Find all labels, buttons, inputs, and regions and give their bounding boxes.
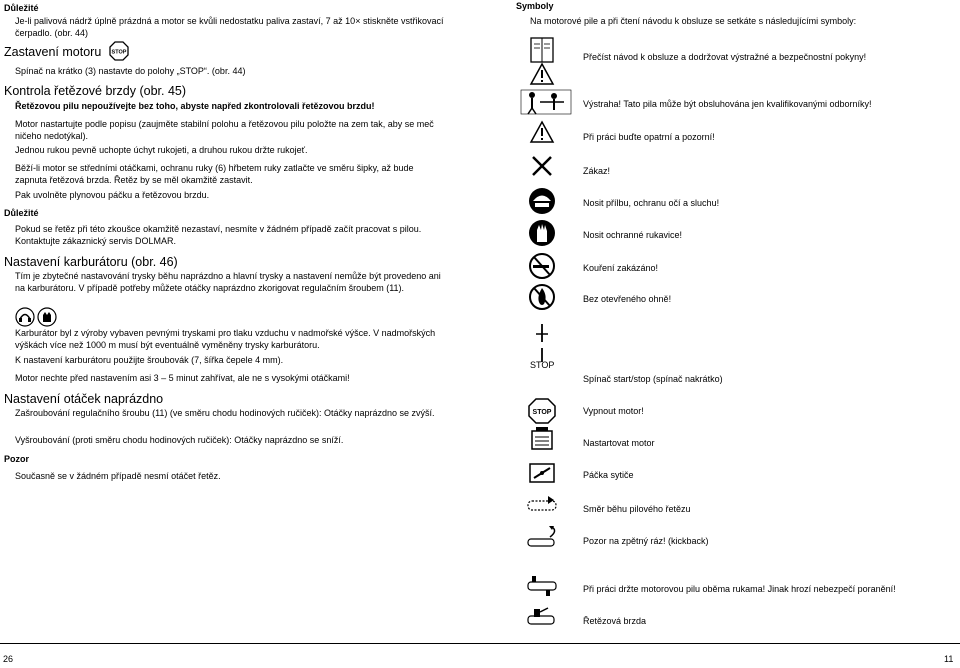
brake-warning: Řetězovou pilu nepoužívejte bez toho, abyste napřed zkontrolovali řetězovou brzdu! [15,101,375,111]
brake-check-title: Kontrola řetězové brzdy (obr. 45) [4,84,187,98]
symbol-label-careful: Při práci buďte opatrní a pozorní! [583,132,715,142]
stop-engine-title: Zastavení motoru [4,45,102,59]
important-text-2: Pokud se řetěz při této zkoušce okamžitě nezastaví, nesmíte v žádném případě začít pracovat s pilou. Kontaktujte zákaznický servis DOLMAR. [15,224,422,246]
brake-paragraph-1: Motor nastartujte podle popisu (zaujměte stabilní polohu a řetězovou pilu položte na zem tak, aby se meč ničeho nedotýkal). [15,119,434,141]
symbol-label-kickback: Pozor na zpětný ráz! (kickback) [583,536,709,546]
symbol-label-no-smoking: Kouření zakázáno! [583,263,659,273]
symbol-label-stop: Vypnout motor! [583,406,644,416]
stop-icon [522,398,562,424]
caution-title: Pozor [4,454,30,464]
symbols-title: Symboly [516,1,554,11]
two-hands-icon [522,570,562,600]
kickback-icon [522,525,562,555]
important-text-1: Je-li palivová nádrž úplně prázdná a motor se kvůli nedostatku paliva zastaví, 7 až 10× stiskněte vstřikovací čerpadlo. (obr. 44) [15,16,444,38]
symbol-label-switch: Spínač start/stop (spínač nakrátko) [583,374,723,384]
footer-rule [0,643,960,644]
prohibited-icon [522,154,562,178]
warning-triangle-icon-1 [522,62,562,86]
no-smoking-icon [522,251,562,281]
chain-brake-icon [522,604,562,634]
symbol-label-chain-brake: Řetězová brzda [583,616,647,626]
carburetor-paragraph-1: Tím je zbytečné nastavování trysky běhu naprázdno a hlavní trysky a nastavení nemůže být provedeno ani na karburátoru. V případě potřeby můžete otáčky naprázdno zkorigovat regulačním šroubem (11). [15,271,441,293]
brake-paragraph-4: Pak uvolněte plynovou páčku a řetězovou brzdu. [15,190,210,200]
chain-direction-icon [522,492,562,518]
carburetor-paragraph-2: Karburátor byl z výroby vybaven pevnými tryskami pro tlaku vzduchu v nadmořské výšce. V nadmořských výškách více než 1000 m musí být eventuálně vyměněny trysky karburátoru. [15,328,436,350]
carburetor-title: Nastavení karburátoru (obr. 46) [4,255,178,269]
stop-sign-text: STOP [111,49,127,56]
start-engine-icon [522,425,562,455]
important-title-2: Důležité [4,208,39,218]
qualified-person-icon [520,88,572,116]
switch-icon [522,322,562,364]
gloves-icon [522,218,562,248]
important-title-1: Důležité [4,3,39,13]
symbol-label-prohibited: Zákaz! [583,166,611,176]
symbol-label-read-manual: Přečíst návod k obsluze a dodržovat výstražné a bezpečnostní pokyny! [583,52,867,62]
idle-speed-title: Nastavení otáček naprázdno [4,392,164,406]
symbol-label-gloves: Nosit ochranné rukavice! [583,230,683,240]
carburetor-paragraph-3: K nastavení karburátoru použijte šroubovák (7, šířka čepele 4 mm). [15,355,284,365]
idle-paragraph-2: Vyšroubování (proti směru chodu hodinových ručiček): Otáčky naprázdno se sníží. [15,435,344,445]
idle-paragraph-1: Zašroubování regulačního šroubu (11) (ve směru chodu hodinových ručiček): Otáčky naprázdno se zvýší. [15,408,435,418]
symbol-label-qualified: Výstraha! Tato pila může být obsluhována jen kvalifikovanými odborníky! [583,99,872,109]
symbol-label-choke: Páčka sytiče [583,470,634,480]
helmet-protection-icon [522,186,562,216]
ear-eye-protection-icon [15,307,59,327]
symbol-label-no-fire: Bez otevřeného ohně! [583,294,672,304]
switch-stop-text: STOP [530,360,555,370]
choke-icon [522,458,562,488]
symbol-label-helmet: Nosit přílbu, ochranu očí a sluchu! [583,198,720,208]
caution-text: Současně se v žádném případě nesmí otáčet řetěz. [15,471,221,481]
carburetor-paragraph-4: Motor nechte před nastavením asi 3 – 5 minut zahřívat, ale ne s vysokými otáčkami! [15,373,350,383]
brake-paragraph-2: Jednou rukou pevně uchopte úchyt rukojeti, a druhou rukou držte rukojeť. [15,145,308,155]
symbol-label-start: Nastartovat motor [583,438,655,448]
page-number-left: 26 [3,654,14,664]
stop-icon-text: STOP [532,409,552,416]
stop-engine-text: Spínač na krátko (3) nastavte do polohy „STOP“. (obr. 44) [15,66,246,76]
symbols-intro: Na motorové pile a při čtení návodu k obsluze se setkáte s následujícími symboly: [530,16,857,26]
warning-triangle-icon [522,120,562,144]
page-number-right: 11 [944,654,954,664]
symbol-label-two-hands: Při práci držte motorovou pilu oběma rukama! Jinak hrozí nebezpečí poranění! [583,584,896,594]
stop-sign-icon [109,41,129,61]
brake-paragraph-3: Běží-li motor se středními otáčkami, ochranu ruky (6) hřbetem ruky zatlačte ve směru šipky, až bude zapnuta řetězová brzda. Řetěz by se měl okamžitě zastavit. [15,163,414,185]
symbol-label-chain-direction: Směr běhu pilového řetězu [583,504,691,514]
no-open-fire-icon [522,282,562,312]
